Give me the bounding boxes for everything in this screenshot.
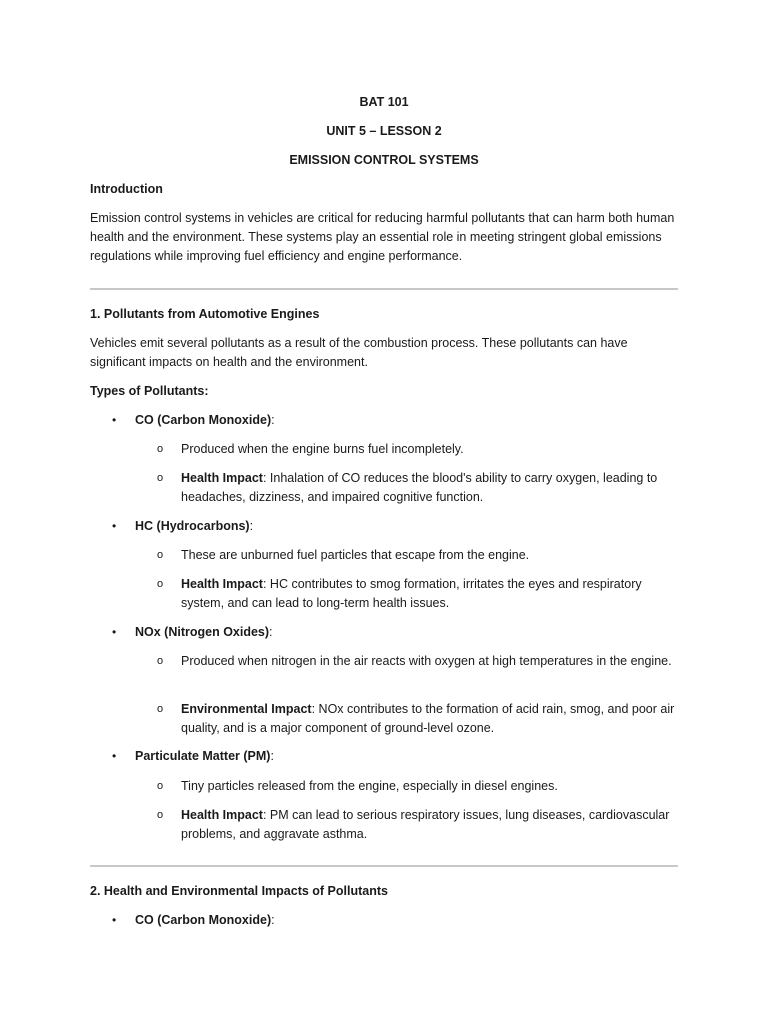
intro-heading: Introduction bbox=[90, 182, 163, 196]
types-heading: Types of Pollutants: bbox=[90, 384, 209, 398]
intro-paragraph: Emission control systems in vehicles are critical for reducing harmful pollutants that can harm both human health and the environment. These systems play an essential role in meeting stringent global emissions regulations while improving fuel efficiency and engine performance. bbox=[90, 211, 675, 263]
circle-bullet-icon: o bbox=[157, 780, 164, 792]
section-divider bbox=[90, 865, 678, 867]
section-2-heading: 2. Health and Environmental Impacts of Pollutants bbox=[90, 884, 388, 898]
section-1-heading: 1. Pollutants from Automotive Engines bbox=[90, 307, 320, 321]
section-1-paragraph: Vehicles emit several pollutants as a result of the combustion process. These pollutants can have significant impacts on health and the environment. bbox=[90, 336, 628, 369]
pollutant-label: NOx (Nitrogen Oxides) bbox=[135, 625, 270, 639]
bullet-icon: • bbox=[112, 519, 117, 533]
pollutant-label: CO (Carbon Monoxide) bbox=[135, 913, 272, 927]
circle-bullet-icon: o bbox=[157, 549, 164, 561]
bullet-icon: • bbox=[112, 625, 117, 639]
unit-lesson: UNIT 5 – LESSON 2 bbox=[326, 124, 442, 138]
document-title: EMISSION CONTROL SYSTEMS bbox=[289, 153, 479, 167]
section-divider bbox=[90, 288, 678, 290]
circle-bullet-icon: o bbox=[157, 655, 164, 667]
course-code: BAT 101 bbox=[359, 95, 409, 109]
bullet-icon: • bbox=[112, 913, 117, 927]
circle-bullet-icon: o bbox=[157, 472, 164, 484]
pollutant-label: HC (Hydrocarbons) bbox=[135, 519, 250, 533]
circle-bullet-icon: o bbox=[157, 443, 164, 455]
circle-bullet-icon: o bbox=[157, 578, 164, 590]
bullet-icon: • bbox=[112, 413, 117, 427]
pollutant-label: Particulate Matter (PM) bbox=[135, 749, 271, 763]
circle-bullet-icon: o bbox=[157, 809, 164, 821]
bullet-icon: • bbox=[112, 749, 117, 763]
circle-bullet-icon: o bbox=[157, 703, 164, 715]
pollutant-label: CO (Carbon Monoxide) bbox=[135, 413, 272, 427]
